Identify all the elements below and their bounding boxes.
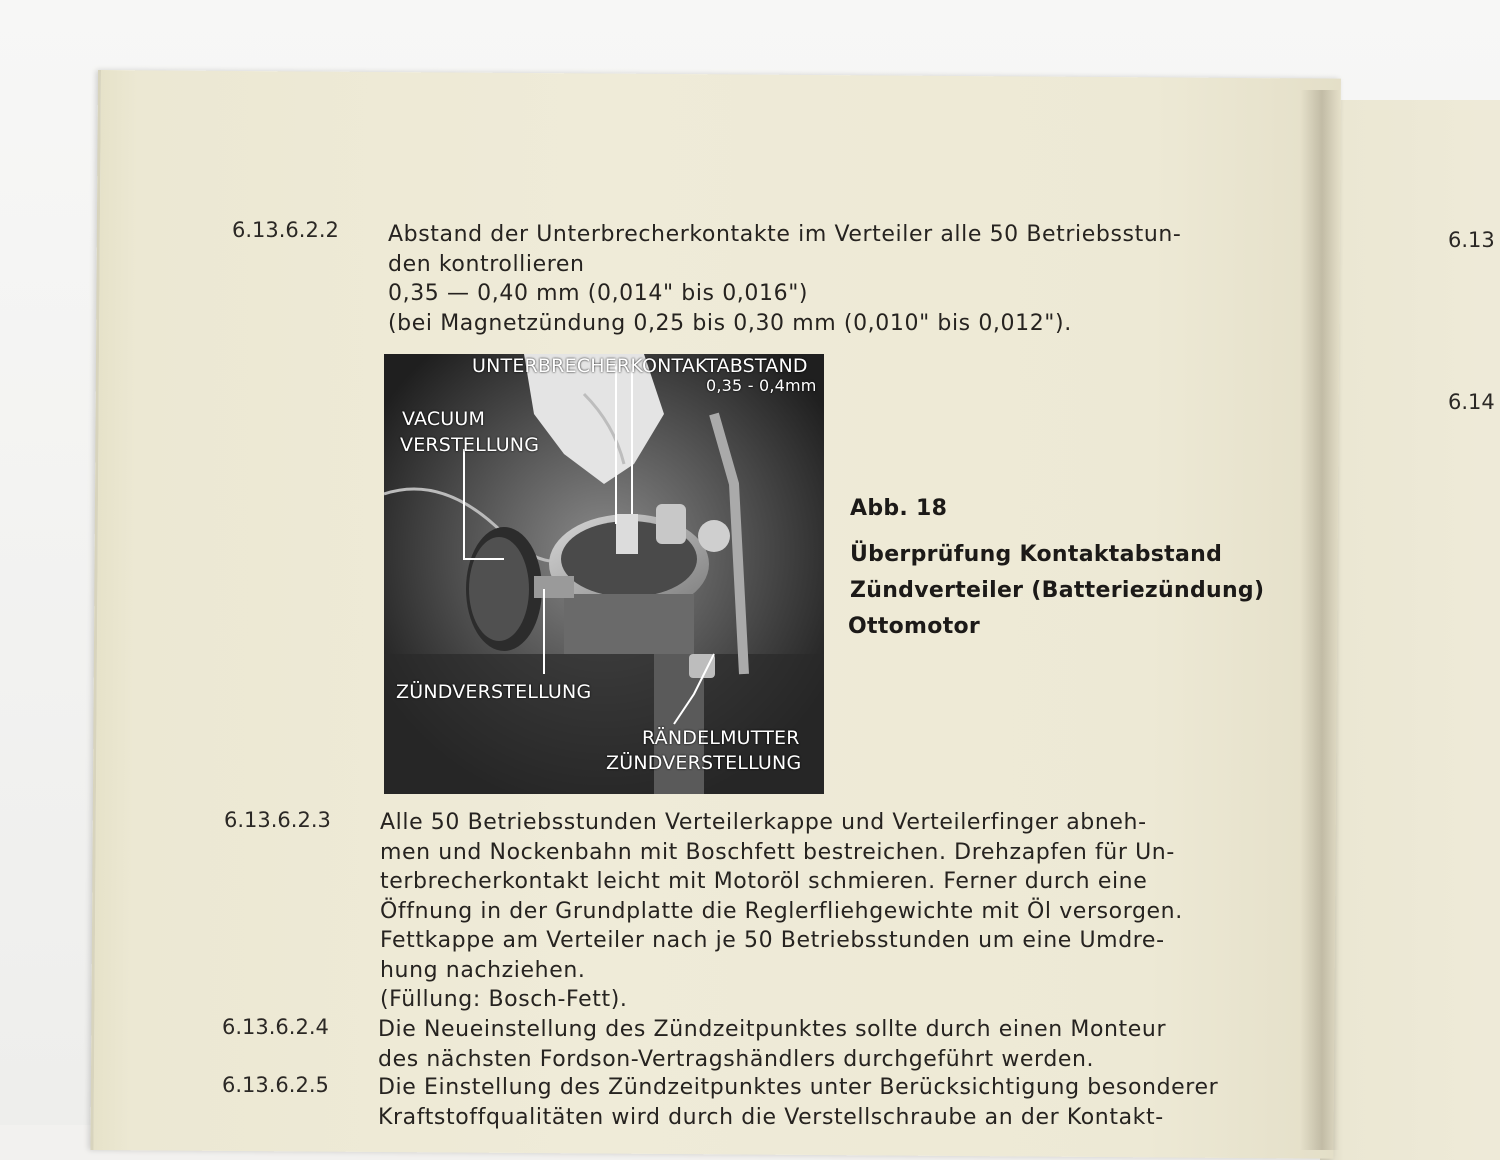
text-line: (bei Magnetzündung 0,25 bis 0,30 mm (0,010" bis 0,012").: [388, 310, 1072, 336]
section-number: 6.13.6.2.4: [222, 1015, 329, 1039]
right-page-section-number: 6.14: [1448, 390, 1495, 414]
section-number: 6.13.6.2.2: [232, 218, 339, 242]
text-line: men und Nockenbahn mit Boschfett bestreichen. Drehzapfen für Un-: [380, 839, 1175, 865]
text-line: Kraftstoffqualitäten wird durch die Verstellschraube an der Kontakt-: [378, 1104, 1164, 1130]
text-line: hung nachziehen.: [380, 957, 586, 983]
label-knurled-nut: RÄNDELMUTTER: [642, 727, 800, 749]
figure-number: Abb. 18: [850, 496, 948, 521]
figure-caption-line: Überprüfung Kontaktabstand: [850, 542, 1223, 567]
label-vacuum: VACUUM: [402, 408, 486, 430]
figure-caption-line: Ottomotor: [848, 614, 981, 639]
text-line: Die Einstellung des Zündzeitpunktes unter Berücksichtigung besonderer: [378, 1075, 1219, 1100]
text-line: des nächsten Fordson-Vertragshändlers durchgeführt werden.: [378, 1046, 1095, 1072]
text-line: den kontrollieren: [388, 251, 585, 277]
text-line: Abstand der Unterbrecherkontakte im Verteiler alle 50 Betriebsstun-: [388, 222, 1182, 247]
text-line: Alle 50 Betriebsstunden Verteilerkappe und Verteilerfinger abneh-: [380, 810, 1147, 835]
text-line: Fettkappe am Verteiler nach je 50 Betriebsstunden um eine Umdre-: [380, 928, 1165, 953]
text-line: 0,35 — 0,40 mm (0,014" bis 0,016"): [388, 281, 809, 306]
right-page-section-number: 6.13: [1448, 228, 1495, 252]
label-knurled-nut-ignition: ZÜNDVERSTELLUNG: [606, 752, 802, 774]
section-text: [378, 1073, 1218, 1132]
text-line: Öffnung in der Grundplatte die Reglerfliehgewichte mit Öl versorgen.: [380, 898, 1183, 924]
text-line: (Füllung: Bosch-Fett).: [380, 987, 628, 1012]
figure-caption-line: Zündverteiler (Batteriezündung): [850, 578, 1265, 603]
right-page: [1320, 100, 1500, 1160]
distributor-photo: [384, 354, 824, 794]
label-contact-gap: UNTERBRECHERKONTAKTABSTAND: [472, 355, 808, 377]
section-number: 6.13.6.2.3: [224, 808, 331, 832]
section-text: [380, 808, 1183, 1015]
text-line: Die Neueinstellung des Zündzeitpunktes sollte durch einen Monteur: [378, 1017, 1167, 1042]
label-vacuum-adjust: VERSTELLUNG: [400, 434, 540, 456]
section-text: [388, 220, 1181, 338]
section-text: [378, 1015, 1166, 1074]
book-gutter: [1300, 90, 1340, 1150]
text-line: terbrecherkontakt leicht mit Motoröl schmieren. Ferner durch eine: [380, 869, 1148, 894]
label-contact-gap-value: 0,35 - 0,4mm: [706, 376, 817, 395]
section-number: 6.13.6.2.5: [222, 1073, 329, 1097]
label-ignition-adjust: ZÜNDVERSTELLUNG: [396, 681, 592, 703]
